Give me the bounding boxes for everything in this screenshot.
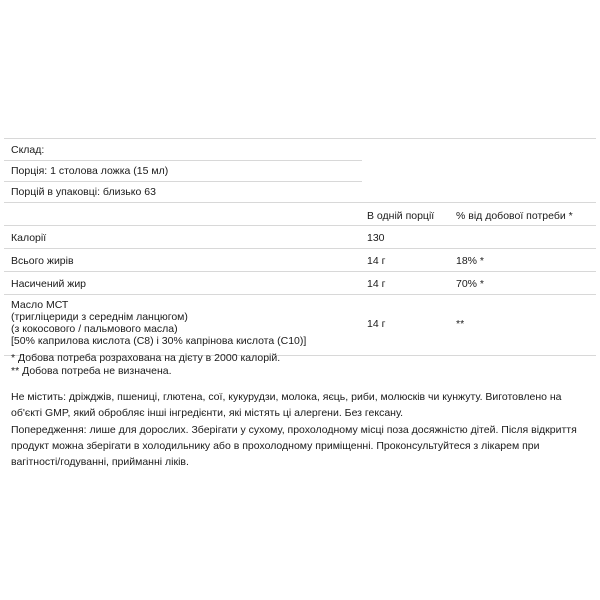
header-per-serving: В одній порції xyxy=(367,210,435,222)
nutrient-amount: 14 г xyxy=(367,278,386,290)
serving-row xyxy=(4,160,596,181)
divider xyxy=(4,181,362,182)
nutrient-daily-value: 18% * xyxy=(456,255,485,267)
servings-per-container: Порцій в упаковці: близько 63 xyxy=(11,186,156,198)
mct-description: (тригліцериди з середнім ланцюгом) xyxy=(11,311,188,323)
table-header-row xyxy=(4,202,596,225)
composition-label: Склад: xyxy=(11,144,45,156)
footnote-daily-value: * Добова потреба розрахована на дієту в 2000 калорій. xyxy=(11,352,281,364)
servings-per-container-row xyxy=(4,181,596,202)
composition-row xyxy=(4,138,596,160)
nutrient-name: Калорії xyxy=(11,232,47,244)
mct-composition: [50% каприлова кислота (C8) і 30% капрінова кислота (C10)] xyxy=(11,335,307,347)
nutrient-daily-value: 70% * xyxy=(456,278,485,290)
footnote-not-established: ** Добова потреба не визначена. xyxy=(11,365,172,377)
mct-amount: 14 г xyxy=(367,318,386,330)
table-row xyxy=(4,225,596,248)
warning-statement: Попередження: лише для дорослих. Зберігати у сухому, прохолодному місці поза досяжністю дітей. Після відкриття продукт можна зберігати в холодильнику або в прохолодному приміщенні. Проконсультуйтеся з лікарем при вагітності/годуванні, прийманні ліків. xyxy=(11,424,577,468)
nutrient-amount: 14 г xyxy=(367,255,386,267)
table-row xyxy=(4,271,596,294)
mct-name: Масло МСТ xyxy=(11,299,69,311)
mct-daily-value: ** xyxy=(456,318,465,330)
table-row xyxy=(4,248,596,271)
supplement-facts-table xyxy=(4,138,596,357)
nutrient-amount: 130 xyxy=(367,232,385,244)
mct-source: (з кокосового / пальмового масла) xyxy=(11,323,178,335)
divider xyxy=(4,160,362,161)
nutrient-name: Всього жирів xyxy=(11,255,74,267)
serving-size: Порція: 1 столова ложка (15 мл) xyxy=(11,165,169,177)
allergen-statement: Не містить: дріжджів, пшениці, глютена, сої, кукурудзи, молока, яєць, риби, молюсків чи кунжуту. Виготовлено на об'єкті GMP, який обробляє інші інгредієнти, які містять ці алергени. Без гексану. xyxy=(11,391,562,419)
mct-row xyxy=(4,294,596,355)
nutrient-name: Насичений жир xyxy=(11,278,87,290)
header-daily-value: % від добової потреби * xyxy=(456,210,573,222)
